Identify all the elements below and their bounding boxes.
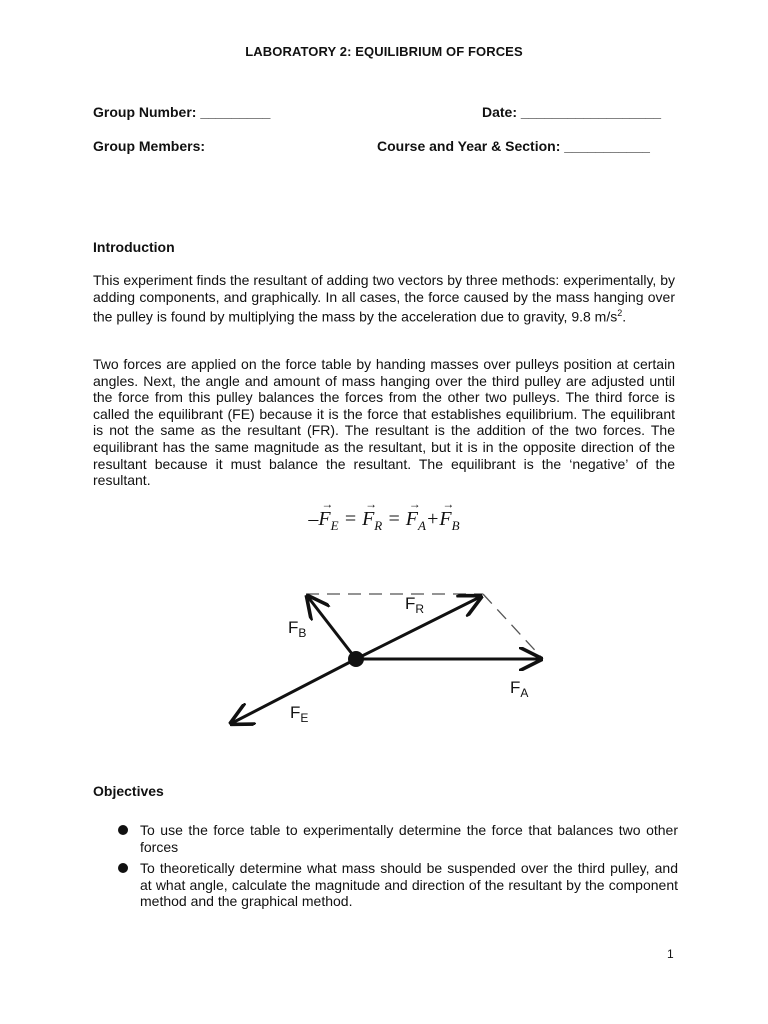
page-number: 1 — [667, 947, 674, 961]
bullet-icon — [118, 863, 128, 873]
eq-equals-1: = — [338, 508, 363, 530]
group-members-field: Group Members: — [93, 138, 206, 154]
objective-item: To use the force table to experimentally determine the force that balances two other forces — [118, 822, 678, 855]
para1-end: . — [622, 308, 627, 325]
dashed-right-line — [483, 594, 543, 659]
para1-superscript: 2 — [617, 308, 623, 319]
page-title: LABORATORY 2: EQUILIBRIUM OF FORCES — [245, 44, 523, 59]
introduction-paragraph-2: Two forces are applied on the force table by handing masses over pulleys position at certain angles. Next, the angle and amount of mass hanging over the third pulley are adjusted until the force from this pulley balances the forces from the other two pulleys. The third force is called the equilibrant (FE) because it is the force that establishes equilibrium. The equilibrant is not the same as the resultant (FR). The resultant is the addition of the two forces. The equilibrant has the same magnitude as the resultant, but it is in the opposite direction of the resultant because it must balance the resultant. The equilibrant is the ‘negative’ of the resultant. — [93, 356, 675, 489]
force-vector-diagram — [215, 575, 575, 740]
vector-fb-arrow — [308, 597, 356, 659]
origin-point — [348, 651, 364, 667]
introduction-heading: Introduction — [93, 239, 175, 255]
eq-minus: – — [308, 508, 319, 530]
group-number-field: Group Number: _________ — [93, 104, 271, 120]
para1-text: This experiment finds the resultant of adding two vectors by three methods: experimentally, by adding components, and graphically. In all cases, the force caused by the mass hanging over the pulley is found by multiplying the mass by the acceleration due to gravity, 9.8 m/s — [93, 272, 675, 325]
label-fa: $F_A$ — [510, 678, 529, 700]
eq-f-r: → $F_R$ — [362, 508, 382, 534]
objectives-list — [118, 822, 678, 915]
label-fb: $F_B$ — [288, 618, 307, 640]
eq-f-e: → $F_E$ — [318, 508, 338, 534]
introduction-paragraph-1 — [93, 272, 675, 325]
eq-f-a: → $F_A$ — [406, 508, 426, 534]
bullet-icon — [118, 825, 128, 835]
date-field: Date: __________________ — [482, 104, 662, 120]
label-fr: $F_R$ — [405, 594, 425, 616]
course-section-field: Course and Year & Section: ___________ — [377, 138, 650, 154]
eq-f-b: → $F_B$ — [439, 508, 459, 534]
eq-equals-2: = — [382, 508, 406, 530]
label-fe: $F_E$ — [290, 703, 309, 725]
objectives-heading: Objectives — [93, 783, 164, 799]
eq-plus: + — [425, 508, 440, 530]
objective-item: To theoretically determine what mass should be suspended over the third pulley, and at what angle, calculate the magnitude and direction of the resultant by the component method and the graphical method. — [118, 860, 678, 910]
vector-equation — [0, 508, 768, 534]
